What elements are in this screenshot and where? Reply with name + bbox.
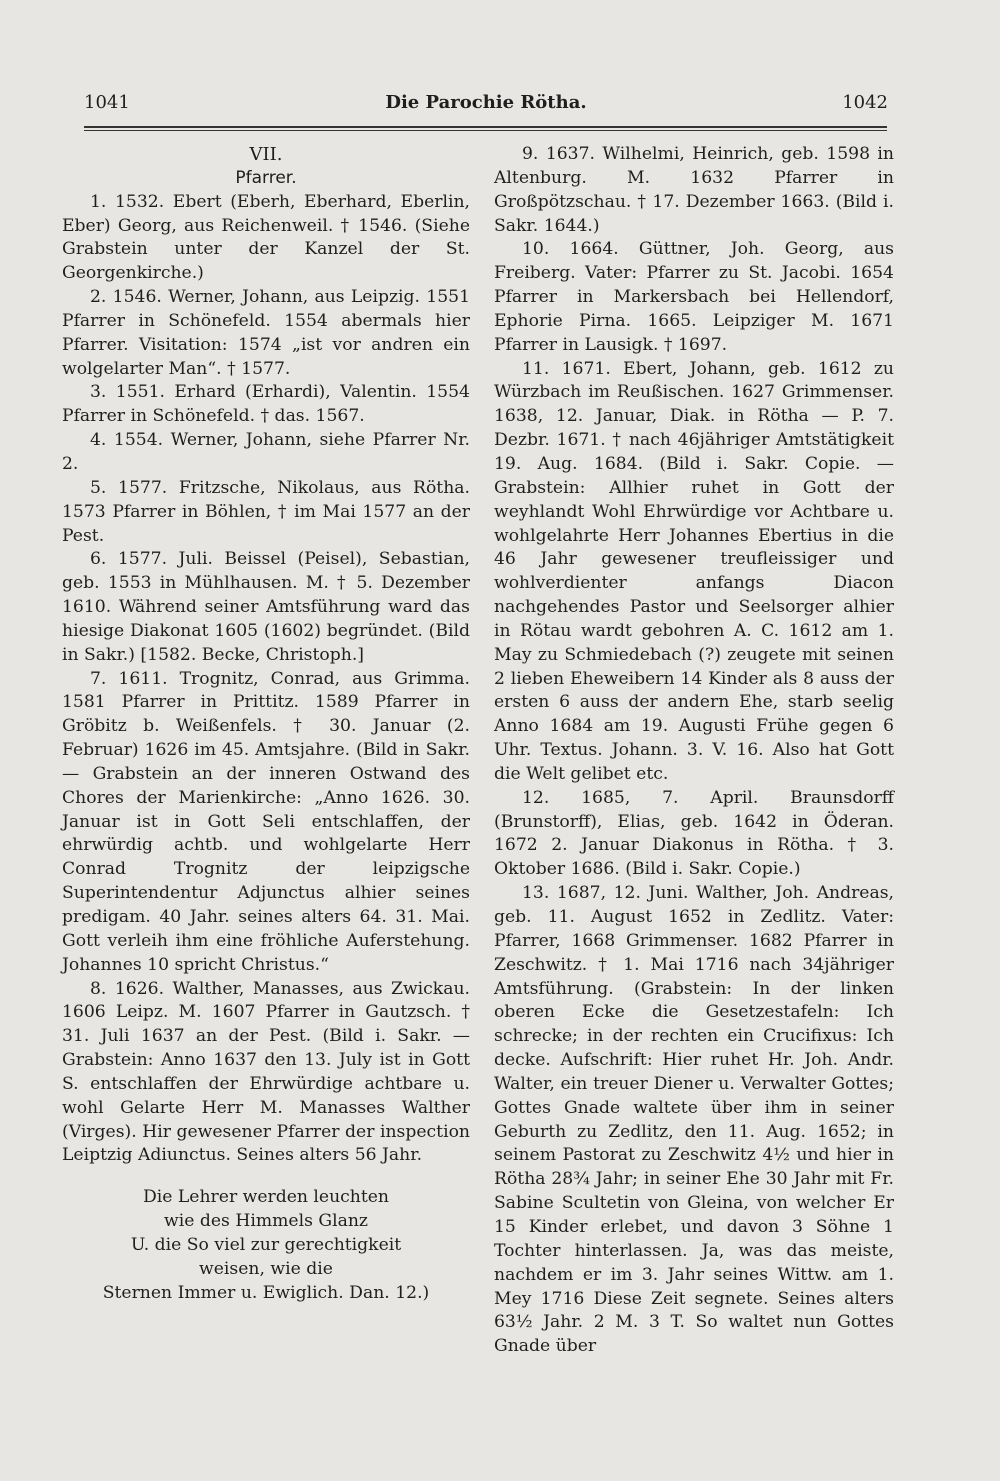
epitaph-verse	[62, 1186, 470, 1305]
entry-paragraph: 12. 1685, 7. April. Braunsdorff (Brunstorff), Elias, geb. 1642 in Öderan. 1672 2. Januar Diakonus in Rötha. † 3. Oktober 1686. (Bild i. Sakr. Copie.)	[494, 787, 894, 880]
entry-paragraph: 3. 1551. Erhard (Erhardi), Valentin. 1554 Pfarrer in Schönefeld. † das. 1567.	[62, 382, 470, 427]
entry-paragraph: 6. 1577. Juli. Beissel (Peisel), Sebastian, geb. 1553 in Mühlhausen. M. † 5. Dezember 1610. Während seiner Amtsführung ward das hiesige Diakonat 1605 (1602) begründet. (Bild in Sakr.) [1582. Becke, Christoph.]	[62, 549, 470, 665]
header-rule-thick	[84, 126, 887, 128]
right-column	[494, 143, 894, 1359]
entry-paragraph: 11. 1671. Ebert, Johann, geb. 1612 zu Würzbach im Reußischen. 1627 Grimmenser. 1638, 12. Januar, Diak. in Rötha — P. 7. Dezbr. 1671. † nach 46jähriger Amtstätigkeit 19. Aug. 1684. (Bild i. Sakr. Copie. — Grabstein: Allhier ruhet in Gott der weyhlandt Wohl Ehrwürdige vor Achtbare u. wohlgelahrte Herr Johannes Ebertius in die 46 Jahr gewesener treufleissiger und wohlverdienter anfangs Diacon nachgehendes Pastor und Seelsorger alhier in Rötau wardt gebohren A. C. 1612 am 1. May zu Schmiedebach (?) zeugete mit seinen 2 lieben Eheweibern 14 Kinder als 8 auss der ersten 6 auss der andern Ehe, starb seelig Anno 1684 am 19. Augusti Frühe gegen 6 Uhr. Textus. Johann. 3. V. 16. Also hat Gott die Welt gelibet etc.	[494, 358, 894, 784]
entry-paragraph: 9. 1637. Wilhelmi, Heinrich, geb. 1598 in Altenburg. M. 1632 Pfarrer in Großpötzschau. † 17. Dezember 1663. (Bild i. Sakr. 1644.)	[494, 144, 894, 236]
running-title: Die Parochie Rötha.	[385, 92, 587, 113]
page-number-left: 1041	[84, 92, 130, 113]
verse-line: wie des Himmels Glanz	[164, 1211, 368, 1232]
verse-line: Sternen Immer u. Ewiglich. Dan. 12.)	[102, 1282, 430, 1303]
verse-line: Die Lehrer werden leuchten	[142, 1187, 390, 1208]
header-rule-thin	[84, 130, 887, 131]
entry-paragraph: 4. 1554. Werner, Johann, siehe Pfarrer Nr. 2.	[62, 430, 470, 474]
entry-paragraph: 8. 1626. Walther, Manasses, aus Zwickau. 1606 Leipz. M. 1607 Pfarrer in Gautzsch. † 31. Juli 1637 an der Pest. (Bild i. Sakr. — Grabstein: Anno 1637 den 13. July ist in Gott S. entschlaffen der Ehrwürdige achtbare u. wohl Gelarte Herr M. Manasses Walther (Virges). Hir gewesener Pfarrer der inspection Leiptzig Adiunctus. Seines alters 56 Jahr.	[62, 978, 470, 1166]
verse-line: U. die So viel zur gerechtigkeit	[130, 1234, 402, 1255]
page-header	[84, 92, 888, 126]
entry-paragraph: 10. 1664. Güttner, Joh. Georg, aus Freiberg. Vater: Pfarrer zu St. Jacobi. 1654 Pfarrer in Markersbach bei Hellendorf, Ephorie Pirna. 1665. Leipziger M. 1671 Pfarrer in Lausigk. † 1697.	[494, 239, 894, 355]
entry-paragraph: 13. 1687, 12. Juni. Walther, Joh. Andreas, geb. 11. August 1652 in Zedlitz. Vater: Pfarrer, 1668 Grimmenser. 1682 Pfarrer in Zeschwitz. † 1. Mai 1716 nach 34jähriger Amtsführung. (Grabstein: In der linken oberen Ecke die Gesetzestafeln: Ich schrecke; in der rechten ein Crucifixus: Ich decke. Aufschrift: Hier ruhet Hr. Joh. Andr. Walter, ein treuer Diener u. Verwalter Gottes; Gottes Gnade waltete über ihm in seiner Geburth zu Zedlitz, den 11. Aug. 1652; in seinem Pastorat zu Zeschwitz 4½ und hier in Rötha 28¾ Jahr; in seiner Ehe 30 Jahr mit Fr. Sabine Scultetin von Gleina, von welcher Er 15 Kinder erlebet, und davon 3 Söhne 1 Tochter hinterlassen. Ja, was das meiste, nachdem er im 3. Jahr seines Wittw. am 1. Mey 1716 Diese Zeit segnete. Seines alters 63½ Jahr. 2 M. 3 T. So waltet nun Gottes Gnade über	[494, 883, 894, 1357]
entry-paragraph: 1. 1532. Ebert (Eberh, Eberhard, Eberlin, Eber) Georg, aus Reichenweil. † 1546. (Siehe Grabstein unter der Kanzel der St. Georgenkirche.)	[62, 191, 470, 284]
section-title: Pfarrer.	[235, 167, 297, 188]
entry-paragraph: 7. 1611. Trognitz, Conrad, aus Grimma. 1581 Pfarrer in Prittitz. 1589 Pfarrer in Gröbitz b. Weißenfels. † 30. Januar (2. Februar) 1626 im 45. Amtsjahre. (Bild in Sakr.— Grabstein an der inneren Ostwand des Chores der Marienkirche: „Anno 1626. 30. Januar ist in Gott Seli entschlaffen, der ehrwürdig achtb. und wohlgelarte Herr Conrad Trognitz der leipzigsche Superintendentur Adjunctus alhier seines predigam. 40 Jahr. seines alters 64. 31. Mai. Gott verleih ihm eine fröhliche Auferstehung. Johannes 10 spricht Christus.“	[62, 668, 470, 975]
page-number-right: 1042	[842, 92, 888, 113]
verse-line: weisen, wie die	[199, 1258, 333, 1279]
left-column	[62, 143, 470, 1306]
entry-paragraph: 2. 1546. Werner, Johann, aus Leipzig. 1551 Pfarrer in Schönefeld. 1554 abermals hier Pfarrer. Visitation: 1574 „ist vor andren ein wolgelarter Man“. † 1577.	[62, 287, 470, 379]
section-number: VII.	[249, 144, 283, 165]
entry-paragraph: 5. 1577. Fritzsche, Nikolaus, aus Rötha. 1573 Pfarrer in Böhlen, † im Mai 1577 an der Pest.	[62, 477, 470, 546]
